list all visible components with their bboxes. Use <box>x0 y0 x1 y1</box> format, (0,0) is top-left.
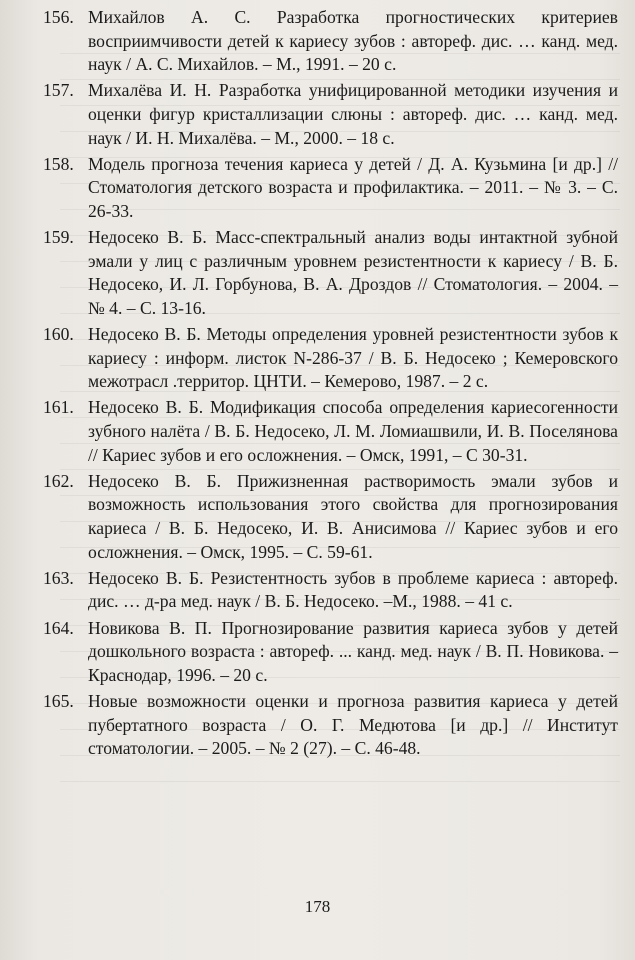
reference-number: 164. <box>43 617 74 638</box>
reference-entry <box>43 226 618 320</box>
reference-entry <box>43 153 618 224</box>
reference-entry <box>43 470 618 564</box>
reference-entry <box>43 79 618 150</box>
reference-text: Новые возможности оценки и прогноза развития кариеса у детей пубертатного возраста / О. Г. Медютова [и др.] // Институт стоматологии. – 2005. – № 2 (27). – С. 46-48. <box>88 690 618 759</box>
reference-text: Недосеко В. Б. Модификация способа определения кариесогенности зубного налёта / В. Б. Недосеко, Л. М. Ломиашвили, И. В. Поселянова // Кариес зубов и его осложнения. – Омск, 1991, – С 30-31. <box>88 397 618 465</box>
reference-number: 157. <box>43 80 74 101</box>
reference-list <box>43 6 618 763</box>
reference-text: Модель прогноза течения кариеса у детей / Д. А. Кузьмина [и др.] // Стоматология детского возраста и профилактика. – 2011. – № 3. – С. 26-33. <box>88 153 618 221</box>
reference-text: Недосеко В. Б. Резистентность зубов в проблеме кариеса : автореф. дис. … д-ра мед. наук / В. Б. Недосеко. –М., 1988. – 41 с. <box>88 567 618 612</box>
reference-number: 156. <box>43 7 74 27</box>
reference-number: 158. <box>43 153 74 174</box>
reference-entry <box>43 396 618 467</box>
page-number: 178 <box>304 897 331 916</box>
reference-entry <box>43 323 618 394</box>
reference-text: Михалёва И. Н. Разработка унифицированной методики изучения и оценки фигур кристаллизации слюны : автореф. дис. … канд. мед. наук / И. Н. Михалёва. – М., 2000. – 18 с. <box>88 80 618 148</box>
reference-text: Новикова В. П. Прогнозирование развития кариеса зубов у детей дошкольного возраста : автореф. ... канд. мед. наук / В. П. Новикова. – Краснодар, 1996. – 20 с. <box>88 617 618 685</box>
reference-entry <box>43 6 618 77</box>
reference-text: Михайлов А. С. Разработка прогностических критериев восприимчивости детей к кариесу зубов : автореф. дис. … канд. мед. наук / А. С. Михайлов. – М., 1991. – 20 с. <box>88 7 618 75</box>
reference-entry <box>43 690 618 761</box>
reference-text: Недосеко В. Б. Прижизненная растворимость эмали зубов и возможность использования этого свойства для прогнозирования кариеса / В. Б. Недосеко, И. В. Анисимова // Кариес зубов и его осложнения. – Омск, 1995. – С. 59-61. <box>88 470 618 562</box>
reference-number: 163. <box>43 567 74 588</box>
reference-entry <box>43 617 618 688</box>
reference-number: 160. <box>43 324 74 345</box>
reference-number: 161. <box>43 397 74 418</box>
reference-number: 159. <box>43 227 74 248</box>
reference-number: 162. <box>43 470 74 491</box>
reference-text: Недосеко В. Б. Масс-спектральный анализ воды интактной зубной эмали у лиц с различным уровнем резистентности к кариесу / В. Б. Недосеко, И. Л. Горбунова, В. А. Дроздов // Стоматология. – 2004. – № 4. – С. 13-16. <box>88 227 618 318</box>
reference-entry <box>43 567 618 614</box>
reference-text: Недосеко В. Б. Методы определения уровней резистентности зубов к кариесу : информ. листок N-286-37 / В. Б. Недосеко ; Кемеровского межотрасл .территор. ЦНТИ. – Кемерово, 1987. – 2 с. <box>88 324 618 392</box>
reference-number: 165. <box>43 690 74 711</box>
